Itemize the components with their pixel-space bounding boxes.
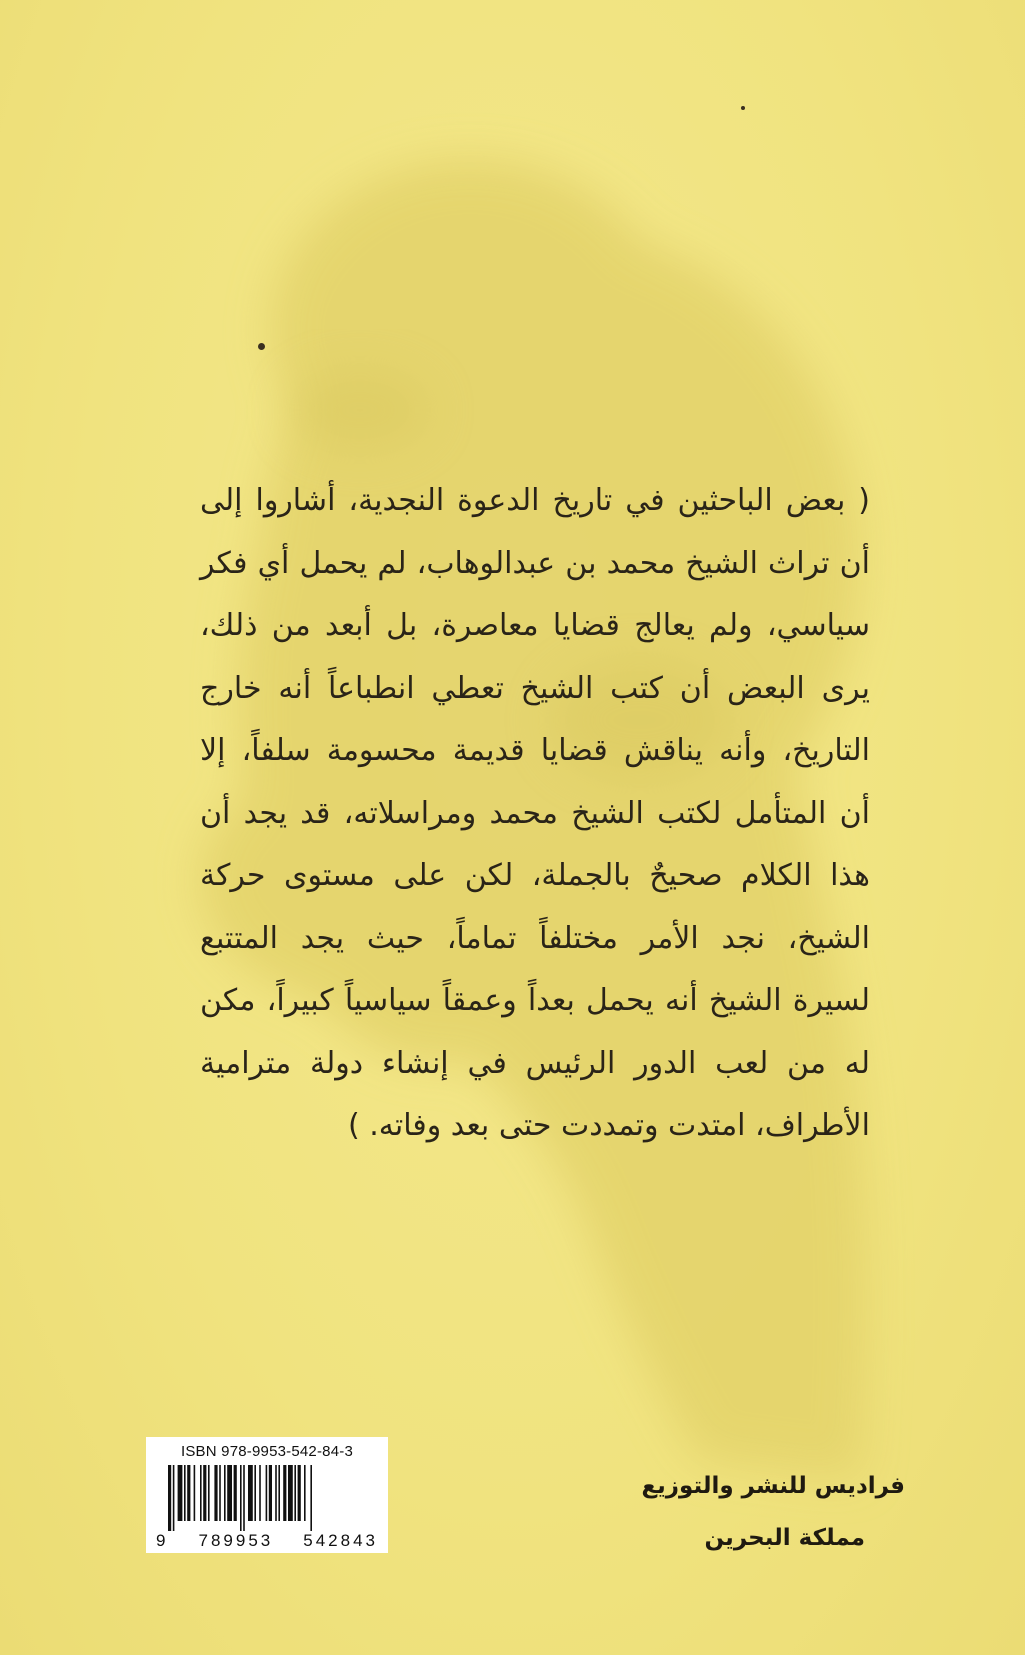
barcode-bar [227, 1465, 232, 1521]
barcode-bar [254, 1465, 256, 1521]
publisher-country: مملكة البحرين [704, 1525, 865, 1551]
barcode-bar [278, 1465, 280, 1521]
blurb-text [200, 470, 870, 1158]
barcode-digit-group: 542843 [303, 1531, 378, 1550]
isbn-barcode [146, 1437, 388, 1553]
barcode-digit-group: 789953 [198, 1531, 274, 1550]
blurb-line: هذا الكلام صحيحٌ بالجملة، لكن على مستوى حركة [200, 858, 870, 893]
silhouette-headdress [270, 160, 670, 500]
barcode-bar [243, 1465, 245, 1531]
barcode-bar [178, 1465, 183, 1521]
barcode-bar [224, 1465, 226, 1521]
barcode-bar [298, 1465, 301, 1521]
barcode-bar [283, 1465, 286, 1521]
blurb-line: التاريخ، وأنه يناقش قضايا قديمة محسومة سلفاً، إلا [200, 733, 870, 768]
barcode-bar [208, 1465, 210, 1521]
barcode-bar [259, 1465, 261, 1521]
barcode-bar [234, 1465, 237, 1521]
barcode-bar [294, 1465, 296, 1521]
speck-mark [258, 343, 265, 350]
barcode-bars [156, 1465, 378, 1531]
barcode-bar [173, 1465, 175, 1531]
barcode-bar [266, 1465, 268, 1521]
blurb-line: الشيخ، نجد الأمر مختلفاً تماماً، حيث يجد المتتبع [200, 920, 870, 956]
blurb-line: ( بعض الباحثين في تاريخ الدعوة النجدية، أشاروا إلى [200, 483, 870, 518]
blurb-line: يرى البعض أن كتب الشيخ تعطي انطباعاً أنه خارج [200, 670, 870, 706]
barcode-bar [214, 1465, 217, 1521]
barcode-bar [184, 1465, 186, 1521]
blurb-line: أن المتأمل لكتب الشيخ محمد ومراسلاته، قد يجد أن [200, 795, 870, 831]
isbn-label: ISBN 978-9953-542-84-3 [180, 1443, 353, 1460]
barcode-bar [203, 1465, 206, 1521]
barcode-bar [304, 1465, 306, 1521]
barcode-bar [288, 1465, 293, 1521]
barcode-digit-lead: 9 [156, 1531, 169, 1550]
speck-mark [741, 106, 745, 110]
blurb-line: سياسي، ولم يعالج قضايا معاصرة، بل أبعد من ذلك، [200, 608, 870, 643]
barcode-bar [248, 1465, 253, 1521]
barcode-bar [310, 1465, 312, 1531]
barcode-bar [168, 1465, 171, 1531]
barcode-bar [194, 1465, 196, 1521]
barcode-bar [200, 1465, 202, 1521]
blurb-line: أن تراث الشيخ محمد بن عبدالوهاب، لم يحمل أي فكر [200, 545, 870, 581]
blurb-line: الأطراف، امتدت وتمددت حتى بعد وفاته. ) [348, 1108, 870, 1143]
barcode-bar [275, 1465, 277, 1521]
blurb-line: لسيرة الشيخ أنه يحمل بعداً وعمقاً سياسياً كبيراً، مكن [200, 983, 870, 1018]
barcode-bar [240, 1465, 242, 1531]
publisher-name: فراديس للنشر والتوزيع [641, 1473, 905, 1499]
barcode-bar [187, 1465, 190, 1521]
blurb-line: له من لعب الدور الرئيس في إنشاء دولة مترامية [200, 1045, 870, 1081]
barcode-bar [269, 1465, 272, 1521]
barcode-bar [219, 1465, 221, 1521]
barcode-digits [156, 1531, 378, 1551]
publisher-block [565, 1460, 905, 1564]
